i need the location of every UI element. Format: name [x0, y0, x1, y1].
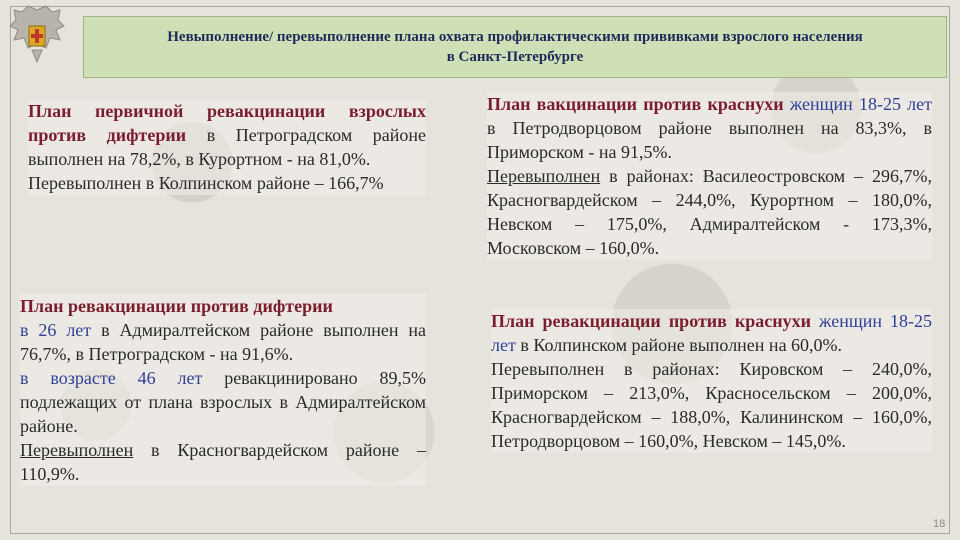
diphtheria-revaccination-block [20, 294, 426, 486]
rubella-revaccination-block [491, 309, 932, 453]
block3-heading: План вакцинации против краснухи [487, 94, 784, 114]
block2-age2: в возрасте 46 лет [20, 368, 203, 388]
block2-text2: ревакцинировано 89,5% подлежащих от плана взрослых в Адмиралтейском районе. [20, 368, 426, 436]
page-number: 18 [933, 518, 946, 530]
block2-over-label: Перевыполнен [20, 440, 134, 460]
block1-text2: Перевыполнен в Колпинском районе – 166,7% [28, 173, 384, 193]
diphtheria-primary-revaccination-block [28, 99, 426, 195]
block4-heading: План ревакцинации против краснухи [491, 311, 812, 331]
block2-age1: в 26 лет [20, 320, 92, 340]
block2-text1: в Адмиралтейском районе выполнен на 76,7%, в Петроградском - на 91,6%. [20, 320, 426, 364]
block3-text2: в районах: Василеостровском – 296,7%, Красногвардейском – 244,0%, Курортном – 180,0%, Невском – 175,0%, Адмиралтейском - 173,3%, Московском – 160,0%. [487, 166, 932, 258]
block3-women: женщин 18-25 лет [783, 94, 933, 114]
block4-women: женщин 18-25 лет [491, 311, 932, 355]
double-headed-eagle-emblem-icon [8, 4, 66, 66]
block2-heading: План ревакцинации против дифтерии [20, 296, 333, 316]
block4-text1: в Колпинском районе выполнен на 60,0%. [515, 335, 843, 355]
slide-title-banner [83, 16, 947, 78]
block3-over-label: Перевыполнен [487, 166, 601, 186]
block4-text2: Перевыполнен в районах: Кировском – 240,0%, Приморском – 213,0%, Красносельском – 200,0%, Красногвардейском – 188,0%, Калининском – 160,0%, Петродворцовом – 160,0%, Невском – 145,0%. [491, 359, 932, 451]
slide-title-line-1: Невыполнение/ перевыполнение плана охвата профилактическими прививками взрослого населения [167, 29, 863, 45]
block1-text1: в Петроградском районе выполнен на 78,2%, в Курортном - на 81,0%. [28, 125, 426, 169]
block1-heading: План первичной ревакцинации взрослых против дифтерии [28, 101, 426, 145]
block2-text3: в Красногвардейском районе – 110,9%. [20, 440, 426, 484]
slide-title-line-2: в Санкт-Петербурге [446, 49, 584, 65]
block3-text1: в Петродворцовом районе выполнен на 83,3%, в Приморском - на 91,5%. [487, 118, 932, 162]
rubella-vaccination-block [487, 92, 932, 260]
